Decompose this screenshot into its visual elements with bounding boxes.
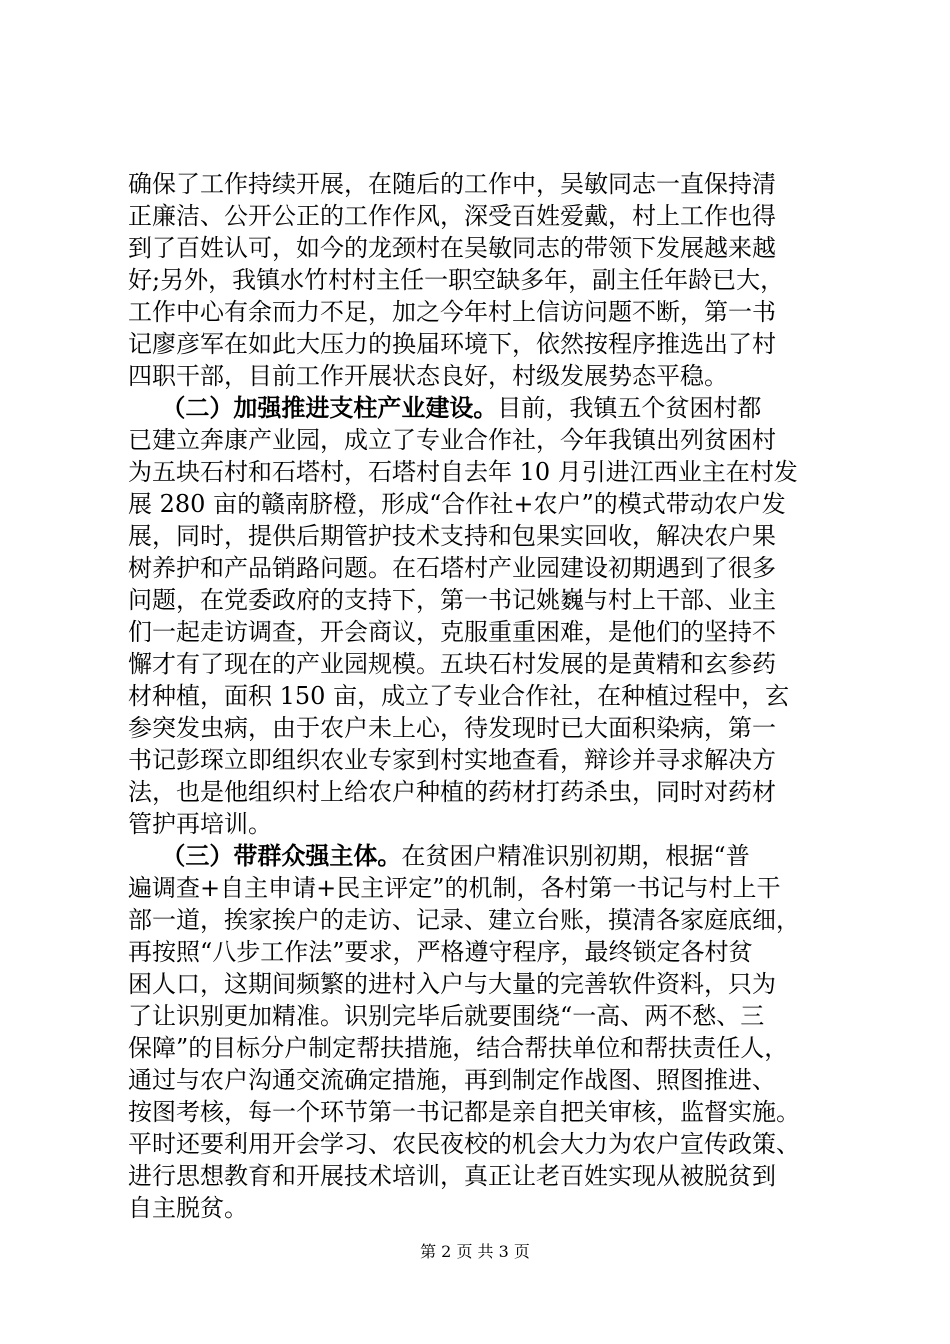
text-line (128, 264, 850, 296)
text-segment: 平时还要利用开会学习、农民夜校的机会大力为农户宣传政策、 (128, 1130, 800, 1158)
document-body (128, 168, 850, 1224)
text-segment: 保障”的目标分户制定帮扶措施，结合帮扶单位和帮扶责任人， (128, 1034, 789, 1062)
text-segment: 正廉洁、公开公正的工作作风，深受百姓爱戴，村上工作也得 (128, 202, 776, 230)
text-line (128, 712, 850, 744)
text-segment: 困人口，这期间频繁的进村入户与大量的完善软件资料，只为 (128, 970, 776, 998)
text-segment: 通过与农户沟通交流确定措施，再到制定作战图、照图推进、 (128, 1066, 776, 1094)
text-line (128, 648, 850, 680)
text-segment: 问题，在党委政府的支持下，第一书记姚巍与村上干部、业主 (128, 586, 776, 614)
text-segment: 到了百姓认可，如今的龙颈村在吴敏同志的带领下发展越来越 (128, 234, 776, 262)
text-line (128, 1032, 850, 1064)
text-segment: 们一起走访调查，开会商议，克服重重困难，是他们的坚持不 (128, 618, 776, 646)
text-line (128, 872, 850, 904)
text-line (128, 1064, 850, 1096)
text-line (128, 680, 850, 712)
text-segment: 展 280 亩的赣南脐橙，形成“合作社+农户”的模式带动农户发 (128, 490, 786, 518)
text-line (128, 168, 850, 200)
text-segment: 树养护和产品销路问题。在石塔村产业园建设初期遇到了很多 (128, 554, 776, 582)
text-line (128, 1128, 850, 1160)
text-segment: 目前，我镇五个贫困村都 (497, 394, 762, 422)
text-line (128, 1000, 850, 1032)
text-segment: 按图考核，每一个环节第一书记都是亲自把关审核，监督实施。 (128, 1098, 800, 1126)
text-line (128, 616, 850, 648)
text-segment: 为五块石村和石塔村，石塔村自去年 10 月引进江西业主在村发 (128, 458, 798, 486)
text-line (128, 776, 850, 808)
text-line (128, 1192, 850, 1224)
text-line (128, 552, 850, 584)
text-segment: 在贫困户精准识别初期，根据“普 (401, 842, 750, 870)
text-segment: 记廖彦军在如此大压力的换届环境下，依然按程序推选出了村 (128, 330, 776, 358)
text-segment: 部一道，挨家挨户的走访、记录、建立台账，摸清各家庭底细， (128, 906, 800, 934)
text-line (128, 1096, 850, 1128)
text-line (128, 904, 850, 936)
text-line (128, 360, 850, 392)
text-line (128, 200, 850, 232)
text-line (128, 936, 850, 968)
text-line (128, 1160, 850, 1192)
text-line (128, 808, 850, 840)
text-segment: 管护再培训。 (128, 810, 272, 838)
text-segment: 展，同时，提供后期管护技术支持和包果实回收，解决农户果 (128, 522, 776, 550)
text-line (128, 328, 850, 360)
text-line (128, 488, 850, 520)
text-line (128, 424, 850, 456)
text-segment: 懈才有了现在的产业园规模。五块石村发展的是黄精和玄参药 (128, 650, 776, 678)
text-segment: 四职干部，目前工作开展状态良好，村级发展势态平稳。 (128, 362, 728, 390)
text-line (128, 520, 850, 552)
text-line (128, 744, 850, 776)
text-segment: 再按照“八步工作法”要求，严格遵守程序，最终锁定各村贫 (128, 938, 753, 966)
page-footer: 第 2 页 共 3 页 (420, 1242, 530, 1261)
text-segment: 已建立奔康产业园，成立了专业合作社，今年我镇出列贫困村 (128, 426, 776, 454)
text-segment: 了让识别更加精准。识别完毕后就要围绕“一高、两不愁、三 (128, 1002, 765, 1030)
section-heading: （三）带群众强主体。 (128, 841, 402, 870)
text-line (128, 840, 850, 872)
text-line (128, 968, 850, 1000)
text-line (128, 456, 850, 488)
text-segment: 材种植，面积 150 亩，成立了专业合作社，在种植过程中，玄 (128, 682, 790, 710)
text-segment: 工作中心有余而力不足，加之今年村上信访问题不断，第一书 (128, 298, 776, 326)
text-segment: 自主脱贫。 (128, 1194, 248, 1222)
text-line (128, 392, 850, 424)
text-segment: 遍调查+自主申请+民主评定”的机制，各村第一书记与村上干 (128, 874, 781, 902)
text-line (128, 296, 850, 328)
text-line (128, 232, 850, 264)
section-heading: （二）加强推进支柱产业建设。 (128, 393, 498, 422)
text-segment: 好;另外，我镇水竹村村主任一职空缺多年，副主任年龄已大， (128, 266, 785, 294)
text-line (128, 584, 850, 616)
text-segment: 参突发虫病，由于农户未上心，待发现时已大面积染病，第一 (128, 714, 776, 742)
text-segment: 确保了工作持续开展，在随后的工作中，吴敏同志一直保持清 (128, 170, 776, 198)
text-segment: 进行思想教育和开展技术培训，真正让老百姓实现从被脱贫到 (128, 1162, 776, 1190)
text-segment: 书记彭琛立即组织农业专家到村实地查看，辩诊并寻求解决方 (128, 746, 776, 774)
text-segment: 法，也是他组织村上给农户种植的药材打药杀虫，同时对药材 (128, 778, 776, 806)
